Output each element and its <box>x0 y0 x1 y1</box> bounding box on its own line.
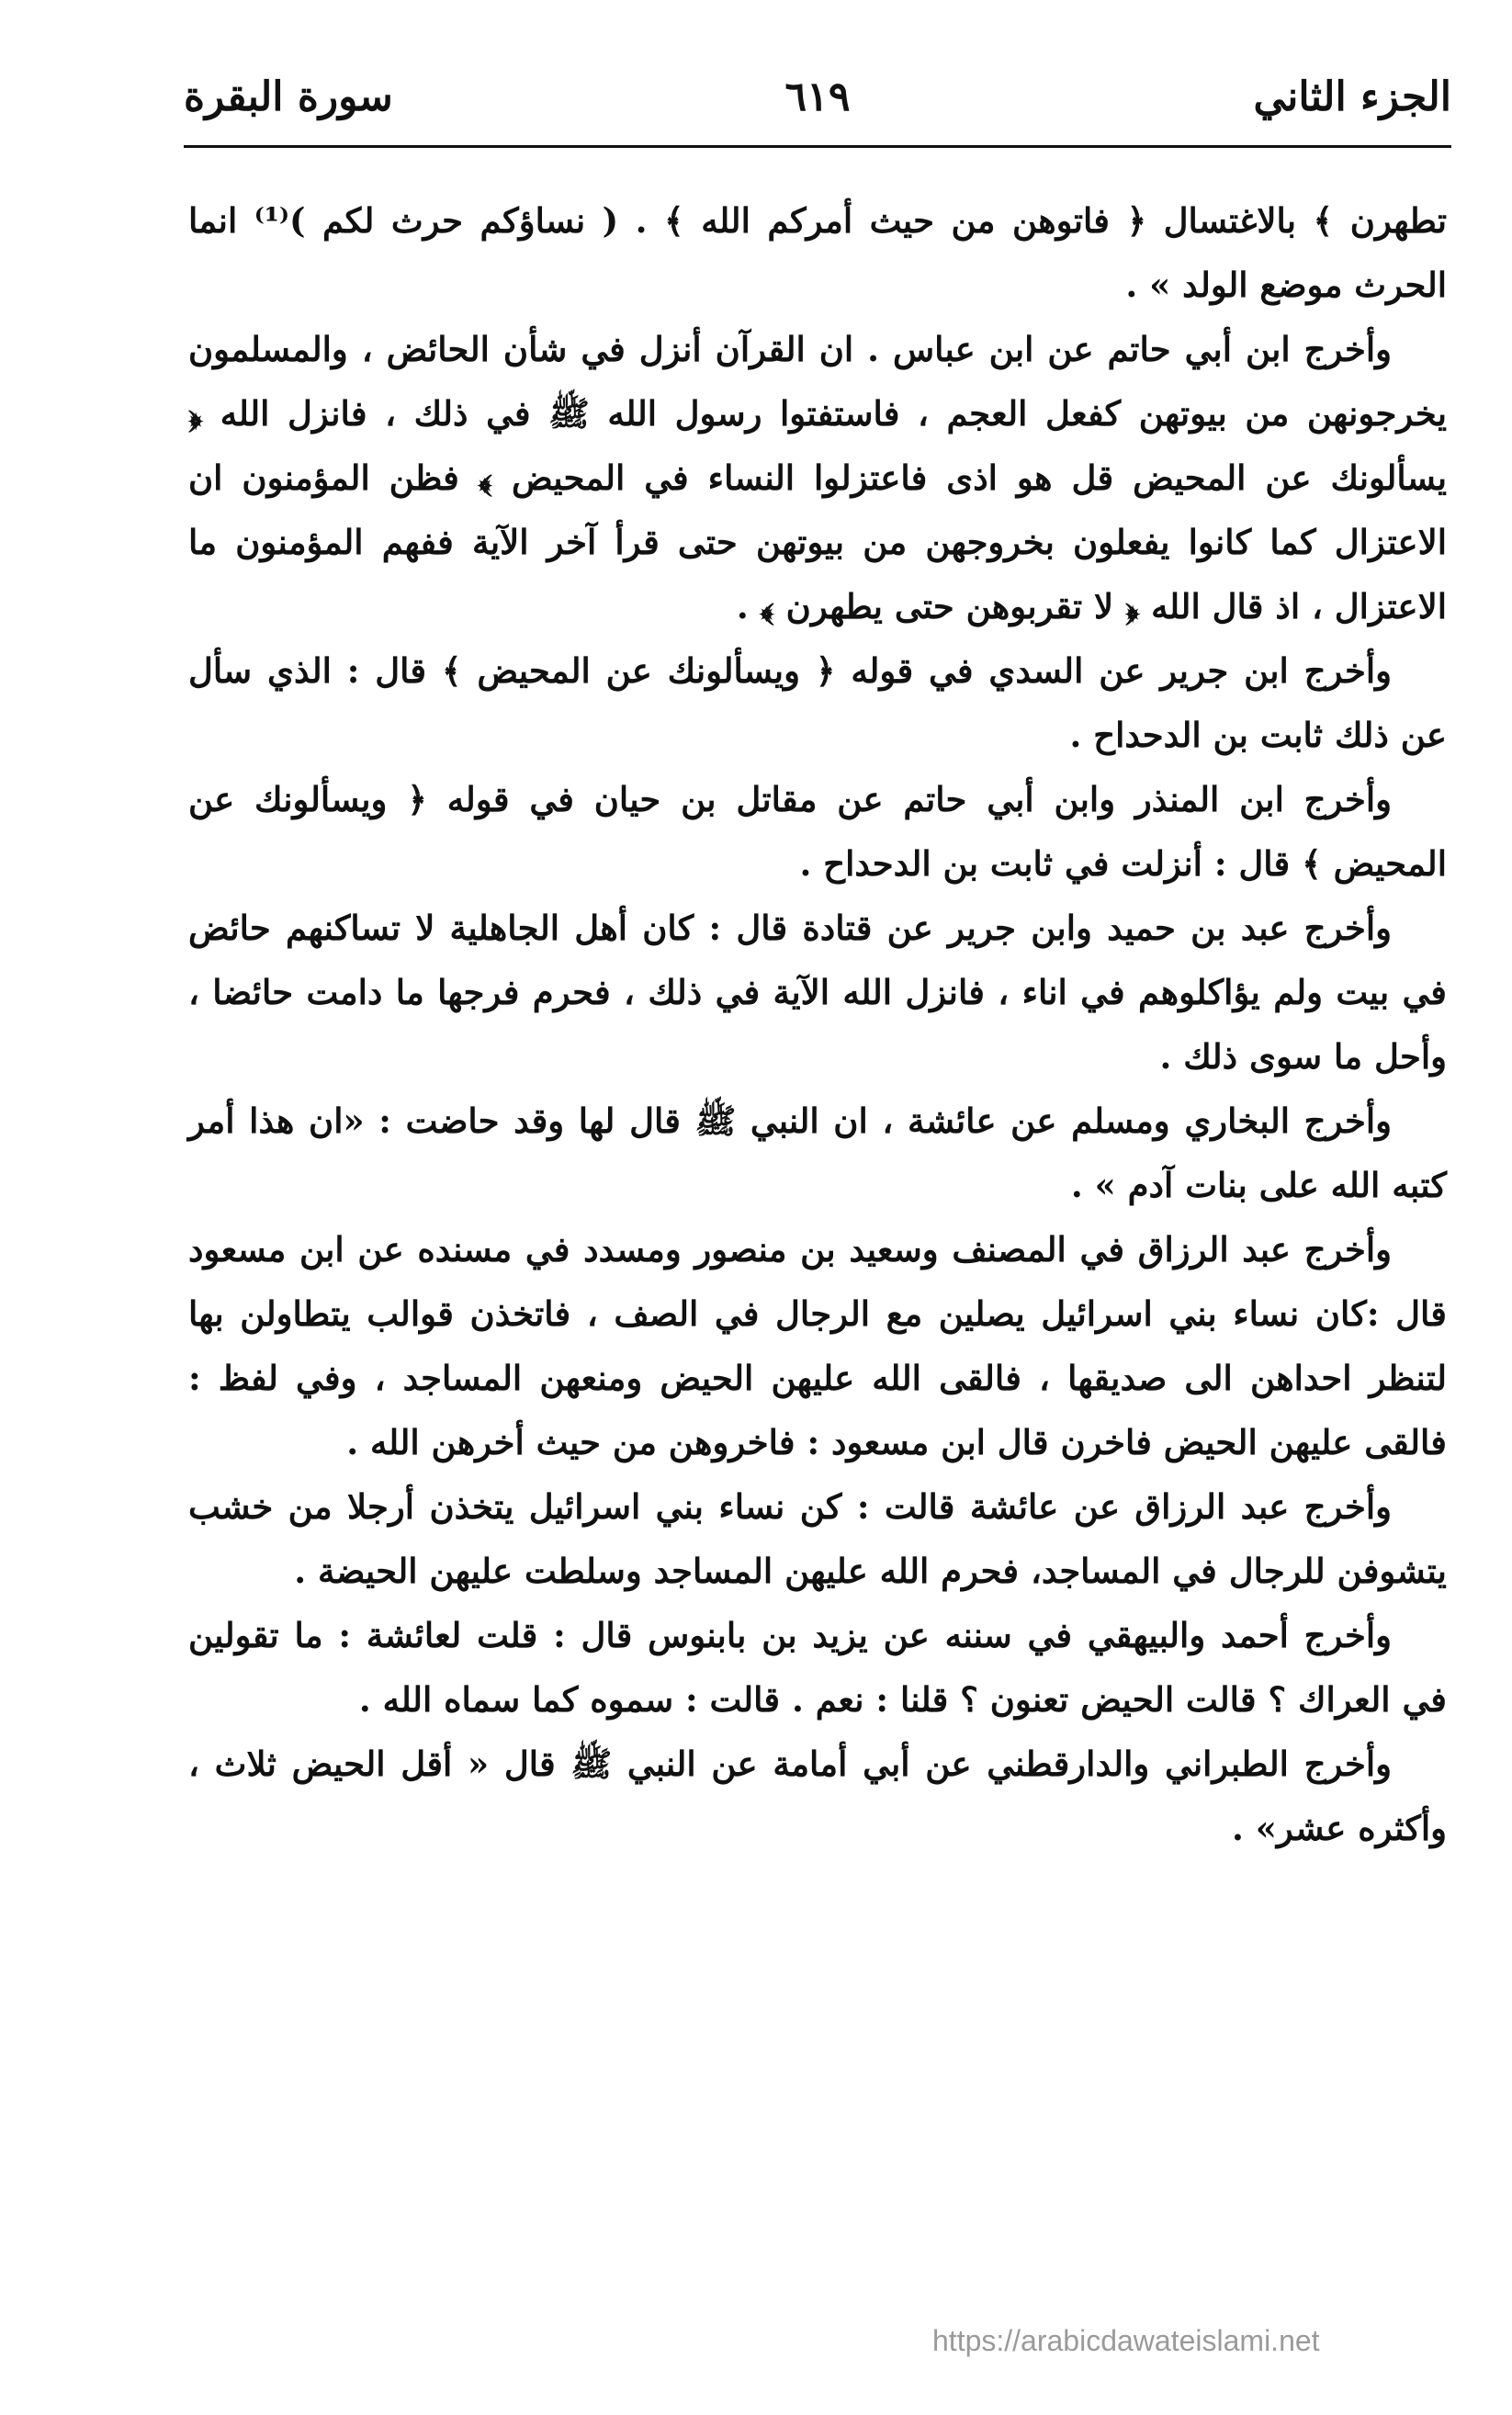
part-title: الجزء الثاني <box>1253 73 1451 120</box>
page-body <box>188 188 1447 1860</box>
paragraph: وأخرج عبد الرزاق عن عائشة قالت : كن نساء بني اسرائيل يتخذن أرجلا من خشب يتشوفن للرجال في المساجد، فحرم الله عليهن المساجد وسلطت عليهن الحيضة . <box>188 1486 1447 1591</box>
paragraph: وأخرج عبد بن حميد وابن جرير عن قتادة قال : كان أهل الجاهلية لا تساكنهم حائض في بيت ولم يؤاكلوهم في اناء ، فانزل الله الآية في ذلك ، فحرم فرجها ما دامت حائضا ، وأحل ما سوى ذلك . <box>188 908 1447 1077</box>
paragraph: وأخرج أحمد والبيهقي في سننه عن يزيد بن بابنوس قال : قلت لعائشة : ما تقولين في العراك ؟ قالت الحيض تعنون ؟ قلنا : نعم . قالت : سموه كما سماه الله . <box>188 1615 1447 1720</box>
paragraph: وأخرج ابن أبي حاتم عن ابن عباس . ان القرآن أنزل في شأن الحائض ، والمسلمون يخرجونهن من بيوتهن كفعل العجم ، فاستفتوا رسول الله ﷺ في ذلك ، فانزل الله ﴿ يسألونك عن المحيض قل هو اذى فاعتزلوا النساء في المحيض ﴾ فظن المؤمنون ان الاعتزال كما كانوا يفعلون بخروجهن من بيوتهن حتى قرأ آخر الآية ففهم المؤمنون ما الاعتزال ، اذ قال الله ﴿ لا تقربوهن حتى يطهرن ﴾ . <box>188 329 1447 626</box>
paragraph: وأخرج البخاري ومسلم عن عائشة ، ان النبي ﷺ قال لها وقد حاضت : «ان هذا أمر كتبه الله على بنات آدم » . <box>188 1100 1447 1205</box>
page-header <box>184 64 1451 147</box>
paragraph: وأخرج ابن جرير عن السدي في قوله ﴿ ويسألونك عن المحيض ﴾ قال : الذي سأل عن ذلك ثابت بن الدحداح . <box>188 650 1447 755</box>
paragraph: وأخرج عبد الرزاق في المصنف وسعيد بن منصور ومسدد في مسنده عن ابن مسعود قال :كان نساء بني اسرائيل يصلين مع الرجال في الصف ، فاتخذن قوالب يتطاولن بها لتنظر احداهن الى صديقها ، فالقى الله عليهن الحيض ومنعهن المساجد ، وفي لفظ : فالقى عليهن الحيض فاخرن قال ابن مسعود : فاخروهن من حيث أخرهن الله . <box>188 1229 1447 1462</box>
surah-title: سورة البقرة <box>184 73 393 120</box>
page-number: ٦١٩ <box>784 73 851 120</box>
paragraph: تطهرن ﴾ بالاغتسال ﴿ فاتوهن من حيث أمركم الله ﴾ . ( نساؤكم حرث لكم )⁽¹⁾ انما الحرث موضع الولد » . <box>188 200 1447 305</box>
paragraph: وأخرج ابن المنذر وابن أبي حاتم عن مقاتل بن حيان في قوله ﴿ ويسألونك عن المحيض ﴾ قال : أنزلت في ثابت بن الدحداح . <box>188 779 1447 884</box>
watermark-url: https://arabicdawateislami.net <box>932 2324 1320 2357</box>
paragraph: وأخرج الطبراني والدارقطني عن أبي أمامة عن النبي ﷺ قال « أقل الحيض ثلاث ، وأكثره عشر» . <box>188 1744 1447 1848</box>
header-rule <box>184 145 1451 148</box>
